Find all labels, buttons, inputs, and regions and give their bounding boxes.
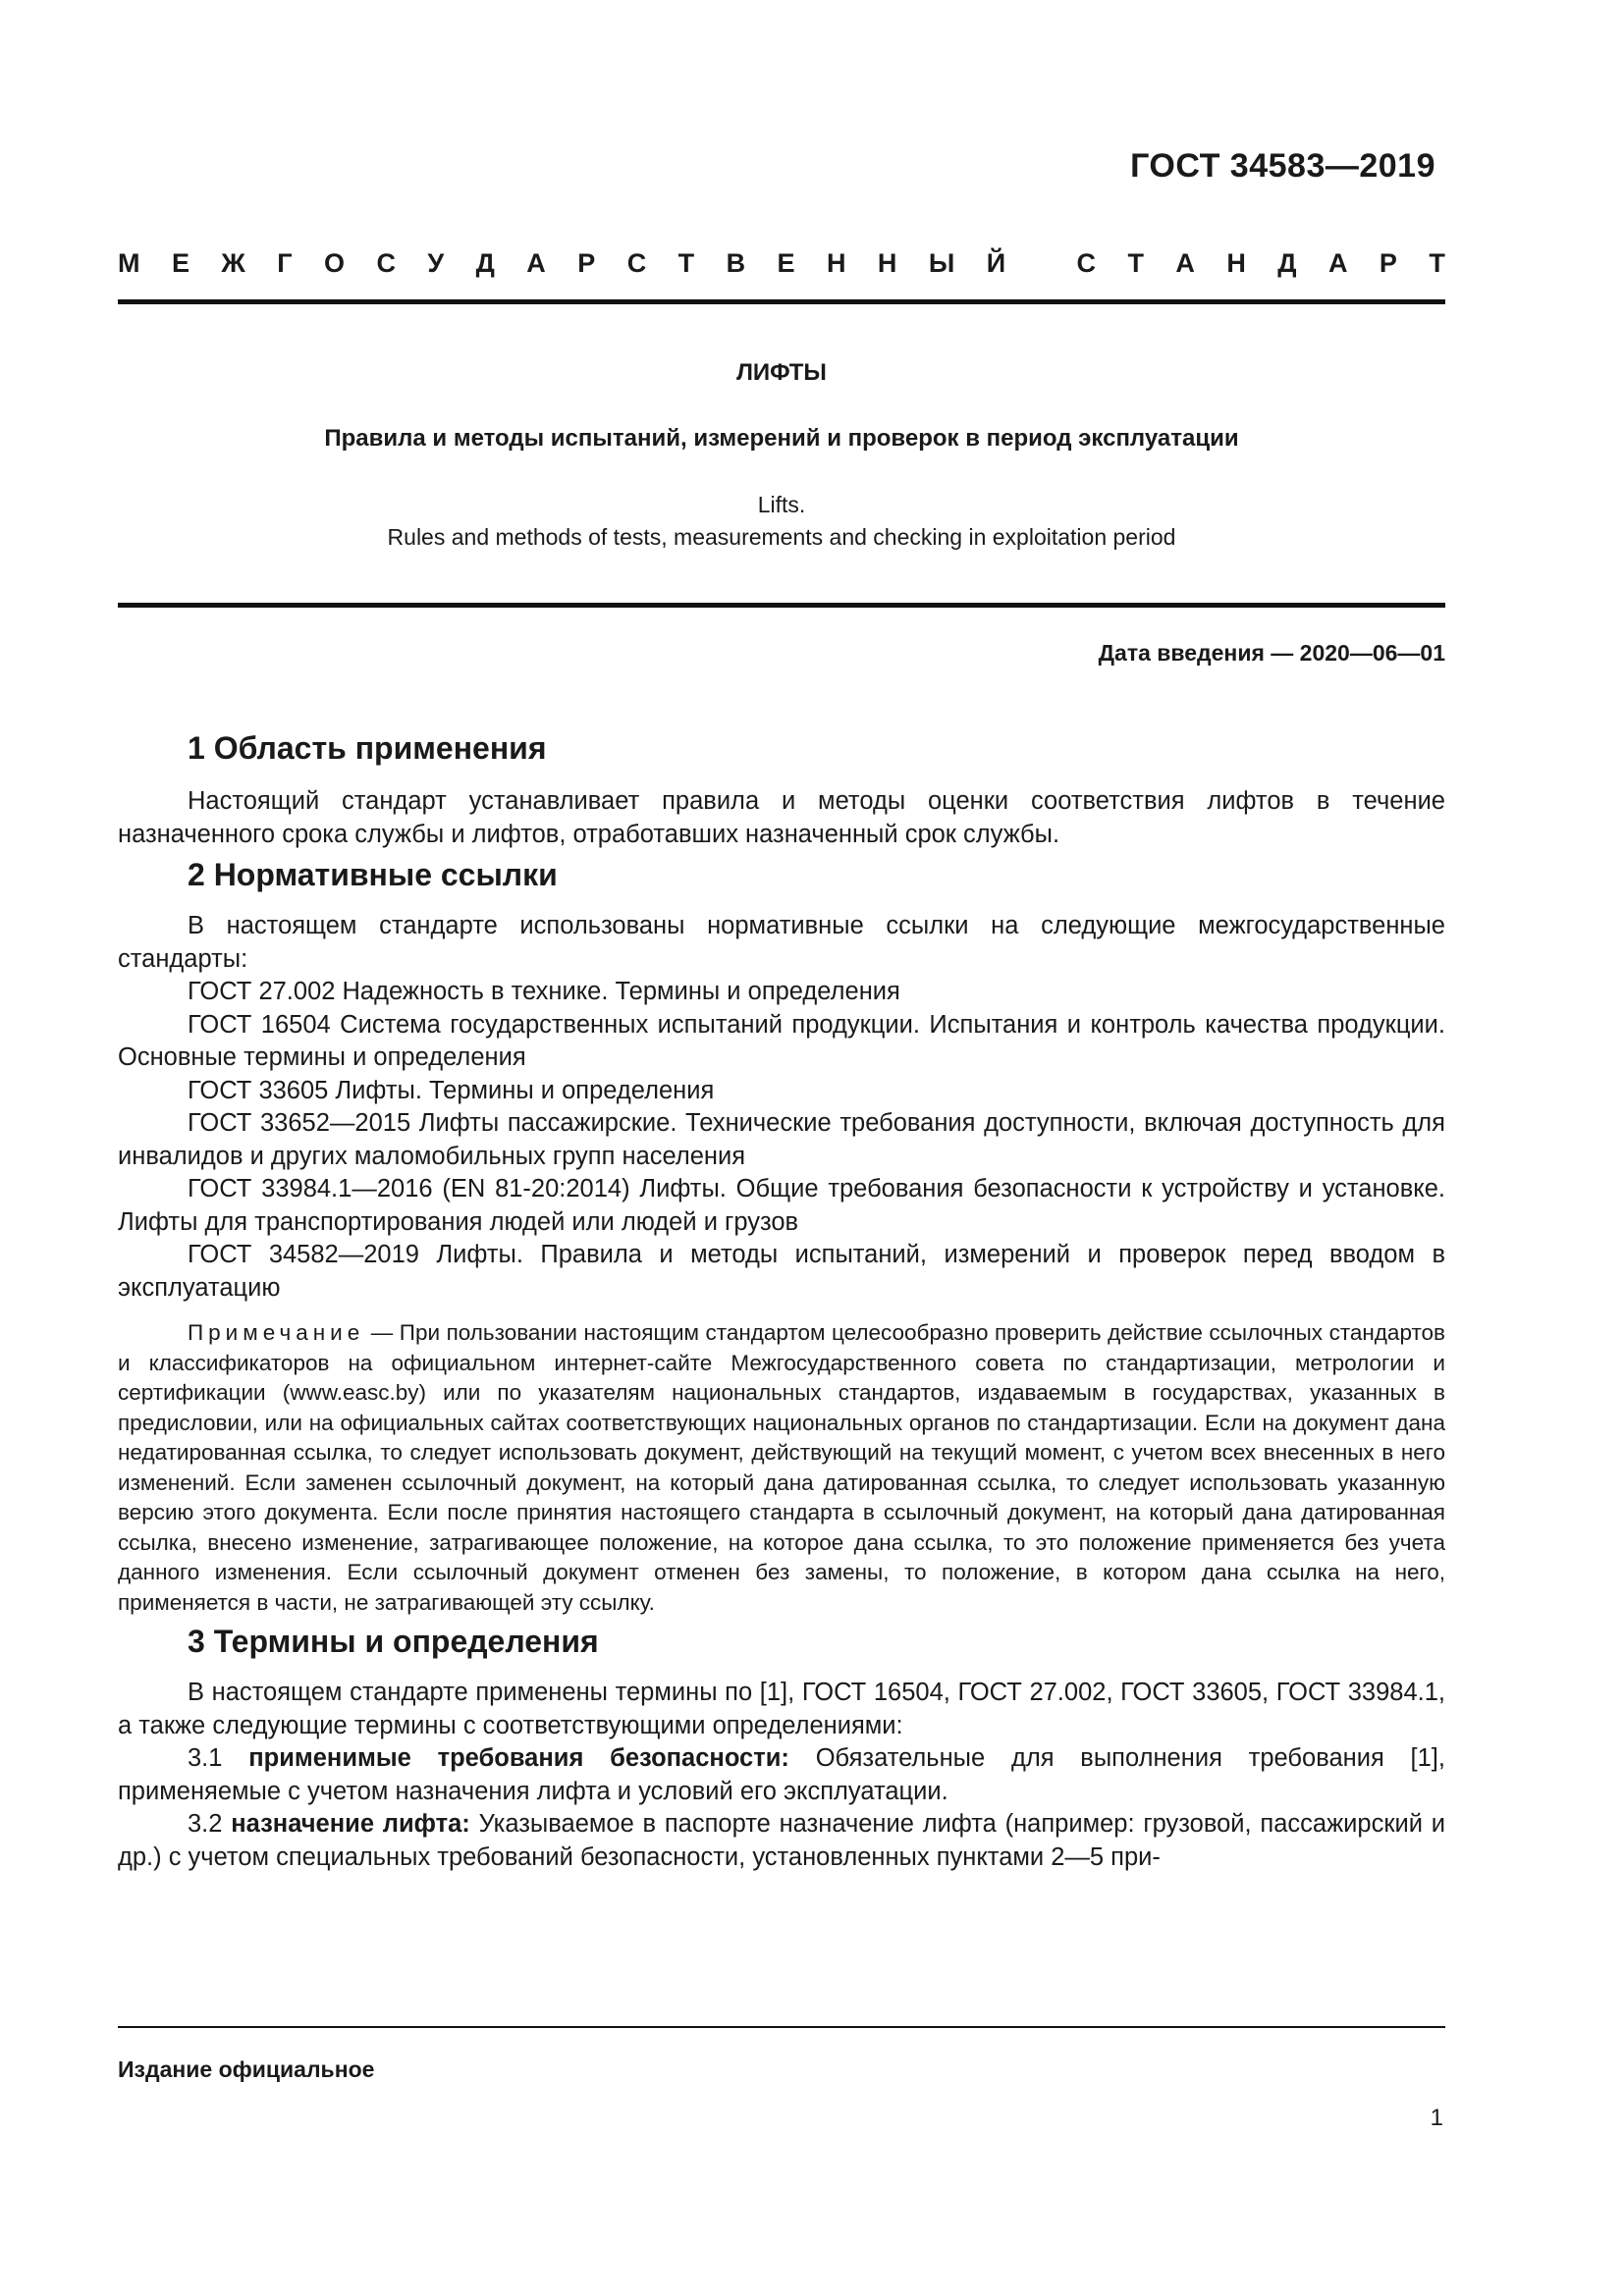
section-heading: 1 Область применения bbox=[188, 730, 547, 766]
banner-letter: Н bbox=[877, 248, 897, 278]
banner-letter: Н bbox=[1226, 248, 1246, 278]
banner-letter: Н bbox=[826, 248, 846, 278]
term-text: Указываемое в паспорте назначение лифта (например: грузовой, пассажирский и др.) с учетом специальных требований безопасности, установленных пунктами 2—5 при- bbox=[118, 1810, 1445, 1871]
banner-letter: А bbox=[1175, 248, 1195, 278]
section-heading: 2 Нормативные ссылки bbox=[188, 857, 558, 892]
section-paragraph: В настоящем стандарте использованы нормативные ссылки на следующие межгосударственные стандарты: bbox=[118, 912, 1445, 973]
banner-letter: Г bbox=[277, 248, 293, 278]
term-definition bbox=[118, 1742, 1445, 1808]
section-paragraph: Настоящий стандарт устанавливает правила и методы оценки соответствия лифтов в течение назначенного срока службы и лифтов, отработавших назначенный срок службы. bbox=[118, 787, 1445, 848]
english-title-line-1: Lifts. bbox=[757, 492, 806, 517]
reference-item: ГОСТ 33984.1—2016 (EN 81-20:2014) Лифты. Общие требования безопасности к устройству и установке. Лифты для транспортирования людей или людей и грузов bbox=[118, 1175, 1445, 1236]
section-heading: 3 Термины и определения bbox=[188, 1624, 599, 1659]
banner-letter: С bbox=[376, 248, 396, 278]
note-block bbox=[118, 1318, 1445, 1618]
english-title-line-2: Rules and methods of tests, measurements and checking in exploitation period bbox=[387, 524, 1176, 550]
document-title: ЛИФТЫ bbox=[736, 359, 827, 386]
title-rule bbox=[118, 603, 1445, 608]
banner-letter: В bbox=[726, 248, 746, 278]
note-label: Примечание bbox=[188, 1320, 365, 1345]
banner-letter: А bbox=[526, 248, 546, 278]
reference-item: ГОСТ 16504 Система государственных испытаний продукции. Испытания и контроль качества продукции. Основные термины и определения bbox=[118, 1010, 1445, 1071]
edition-label: Издание официальное bbox=[118, 2056, 375, 2082]
banner-letter: Т bbox=[1429, 248, 1445, 278]
standard-type-banner bbox=[118, 248, 1445, 279]
banner-letter: М bbox=[118, 248, 140, 278]
reference-item: ГОСТ 34582—2019 Лифты. Правила и методы испытаний, измерений и проверок перед вводом в эксплуатацию bbox=[118, 1241, 1445, 1302]
banner-letter: Ж bbox=[221, 248, 245, 278]
banner-word-gap bbox=[1038, 248, 1046, 279]
banner-letter: Т bbox=[1127, 248, 1144, 278]
term-number: 3.2 bbox=[188, 1810, 223, 1838]
reference-item: ГОСТ 33652—2015 Лифты пассажирские. Технические требования доступности, включая доступность для инвалидов и других маломобильных групп населения bbox=[118, 1109, 1445, 1170]
english-title bbox=[118, 489, 1445, 554]
term-text: Обязательные для выполнения требования [1], применяемые с учетом назначения лифта и условий его эксплуатации. bbox=[118, 1744, 1445, 1805]
banner-letter: О bbox=[323, 248, 345, 278]
banner-letter: Е bbox=[777, 248, 795, 278]
banner-letter: Р bbox=[577, 248, 596, 278]
header-rule bbox=[118, 299, 1445, 304]
banner-letter: С bbox=[1076, 248, 1096, 278]
banner-letter: Р bbox=[1379, 248, 1397, 278]
term-name: назначение лифта: bbox=[231, 1810, 470, 1838]
banner-letter: Ы bbox=[928, 248, 955, 278]
section-paragraph: В настоящем стандарте применены термины по [1], ГОСТ 16504, ГОСТ 27.002, ГОСТ 33605, ГОСТ 33984.1, а также следующие термины с соответствующими определениями: bbox=[118, 1679, 1445, 1739]
document-number: ГОСТ 34583—2019 bbox=[1130, 147, 1435, 185]
footer-rule bbox=[118, 2026, 1445, 2028]
page-number: 1 bbox=[1430, 2105, 1443, 2131]
reference-item: ГОСТ 33605 Лифты. Термины и определения bbox=[188, 1076, 715, 1104]
introduction-date: Дата введения — 2020—06—01 bbox=[1098, 640, 1445, 666]
banner-letter: С bbox=[626, 248, 647, 278]
banner-letter: Т bbox=[677, 248, 695, 278]
document-body bbox=[118, 724, 1445, 1874]
document-subtitle: Правила и методы испытаний, измерений и проверок в период эксплуатации bbox=[324, 425, 1239, 452]
banner-letter: А bbox=[1327, 248, 1348, 278]
banner-letter: Д bbox=[475, 248, 495, 278]
banner-letter: У bbox=[427, 248, 445, 278]
term-number: 3.1 bbox=[188, 1744, 223, 1772]
banner-letter: Д bbox=[1277, 248, 1297, 278]
banner-letter: Й bbox=[986, 248, 1006, 278]
banner-letter: Е bbox=[171, 248, 189, 278]
term-name: применимые требования безопасности: bbox=[248, 1744, 789, 1772]
note-text: — При пользовании настоящим стандартом целесообразно проверить действие ссылочных стандартов и классификаторов на официальном интернет-сайте Межгосударственного совета по стандартизации, метрологии и сертификации (www.easc.by) или по указателям национальных стандартов, издаваемым в государствах, указанных в предисловии, или на официальных сайтах соответствующих национальных органов по стандартизации. Если на документ дана недатированная ссылка, то следует использовать документ, действующий на текущий момент, с учетом всех внесенных в него изменений. Если заменен ссылочный документ, на который дана датированная ссылка, то следует использовать указанную версию этого документа. Если после принятия настоящего стандарта в ссылочный документ, на который дана датированная ссылка, внесено изменение, затрагивающее положение, на которое дана ссылка, то это положение применяется без учета данного изменения. Если ссылочный документ отменен без замены, то положение, в котором дана ссылка на него, применяется в части, не затрагивающей эту ссылку. bbox=[118, 1320, 1445, 1615]
term-definition bbox=[118, 1808, 1445, 1874]
reference-item: ГОСТ 27.002 Надежность в технике. Термины и определения bbox=[188, 978, 900, 1005]
